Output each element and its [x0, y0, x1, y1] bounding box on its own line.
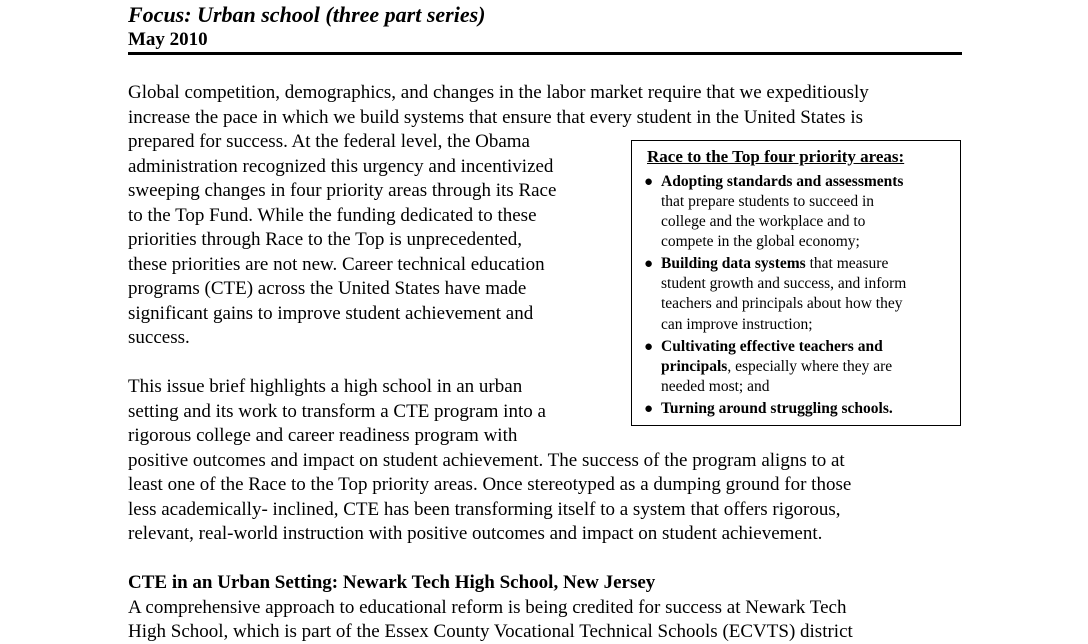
brief-line: less academically- inclined, CTE has been transforming itself to a system that offers rigorous, [128, 499, 841, 520]
brief-line: This issue brief highlights a high school in an urban [128, 376, 523, 397]
intro-line: significant gains to improve student achievement and [128, 303, 534, 324]
brief-line: relevant, real-world instruction with positive outcomes and impact on student achievement. [128, 523, 823, 544]
sidebar-item-line [661, 337, 883, 357]
bullet-icon: ● [644, 256, 654, 272]
brief-line: rigorous college and career readiness program with [128, 425, 518, 446]
sidebar-item-line: college and the workplace and to [661, 213, 866, 230]
sidebar-item-line [661, 399, 893, 419]
intro-line: sweeping changes in four priority areas through its Race [128, 180, 557, 201]
sidebar-item-line: can improve instruction; [661, 316, 813, 333]
intro-line: Global competition, demographics, and changes in the labor market require that we expeditiously [128, 82, 869, 103]
sidebar-item-bold: Building data systems [661, 255, 806, 272]
brief-line: setting and its work to transform a CTE program into a [128, 401, 546, 422]
section-line: A comprehensive approach to educational reform is being credited for success at Newark Tech [128, 597, 847, 618]
intro-line: increase the pace in which we build systems that ensure that every student in the United States is [128, 107, 863, 128]
intro-line: administration recognized this urgency and incentivized [128, 156, 554, 177]
intro-line: success. [128, 327, 190, 348]
sidebar-title: Race to the Top four priority areas: [647, 147, 905, 166]
bullet-icon: ● [644, 401, 654, 417]
focus-title: Focus: Urban school (three part series) [128, 2, 486, 27]
section-line: High School, which is part of the Essex County Vocational Technical Schools (ECVTS) district [128, 621, 853, 642]
sidebar-item-line [661, 357, 892, 377]
sidebar-item-bold: principals [661, 358, 728, 375]
header-rule [128, 52, 962, 55]
section-heading: CTE in an Urban Setting: Newark Tech High School, New Jersey [128, 572, 656, 593]
sidebar-item-line [661, 172, 903, 192]
sidebar-item-bold: Cultivating effective teachers and [661, 338, 883, 355]
brief-line: positive outcomes and impact on student achievement. The success of the program aligns to at [128, 450, 845, 471]
publication-date: May 2010 [128, 29, 208, 50]
sidebar-item-text: , especially where they are [727, 358, 893, 375]
priority-areas-sidebar [631, 140, 961, 426]
intro-line: to the Top Fund. While the funding dedicated to these [128, 205, 537, 226]
intro-line: programs (CTE) across the United States have made [128, 278, 527, 299]
sidebar-item-line: teachers and principals about how they [661, 295, 903, 312]
bullet-icon: ● [644, 174, 654, 190]
intro-line: priorities through Race to the Top is unprecedented, [128, 229, 523, 250]
bullet-icon: ● [644, 339, 654, 355]
sidebar-item-line [661, 254, 888, 274]
sidebar-item-line: student growth and success, and inform [661, 275, 907, 292]
sidebar-item-line: compete in the global economy; [661, 233, 860, 250]
intro-line: prepared for success. At the federal level, the Obama [128, 131, 530, 152]
intro-line: these priorities are not new. Career technical education [128, 254, 545, 275]
brief-line: least one of the Race to the Top priority areas. Once stereotyped as a dumping ground for those [128, 474, 852, 495]
document-page [128, 0, 962, 642]
sidebar-item-line: needed most; and [661, 378, 770, 395]
sidebar-item-line: that prepare students to succeed in [661, 193, 875, 210]
sidebar-item-text: that measure [805, 255, 889, 272]
sidebar-item-bold: Adopting standards and assessments [661, 173, 904, 190]
sidebar-item-bold: Turning around struggling schools. [661, 400, 893, 417]
